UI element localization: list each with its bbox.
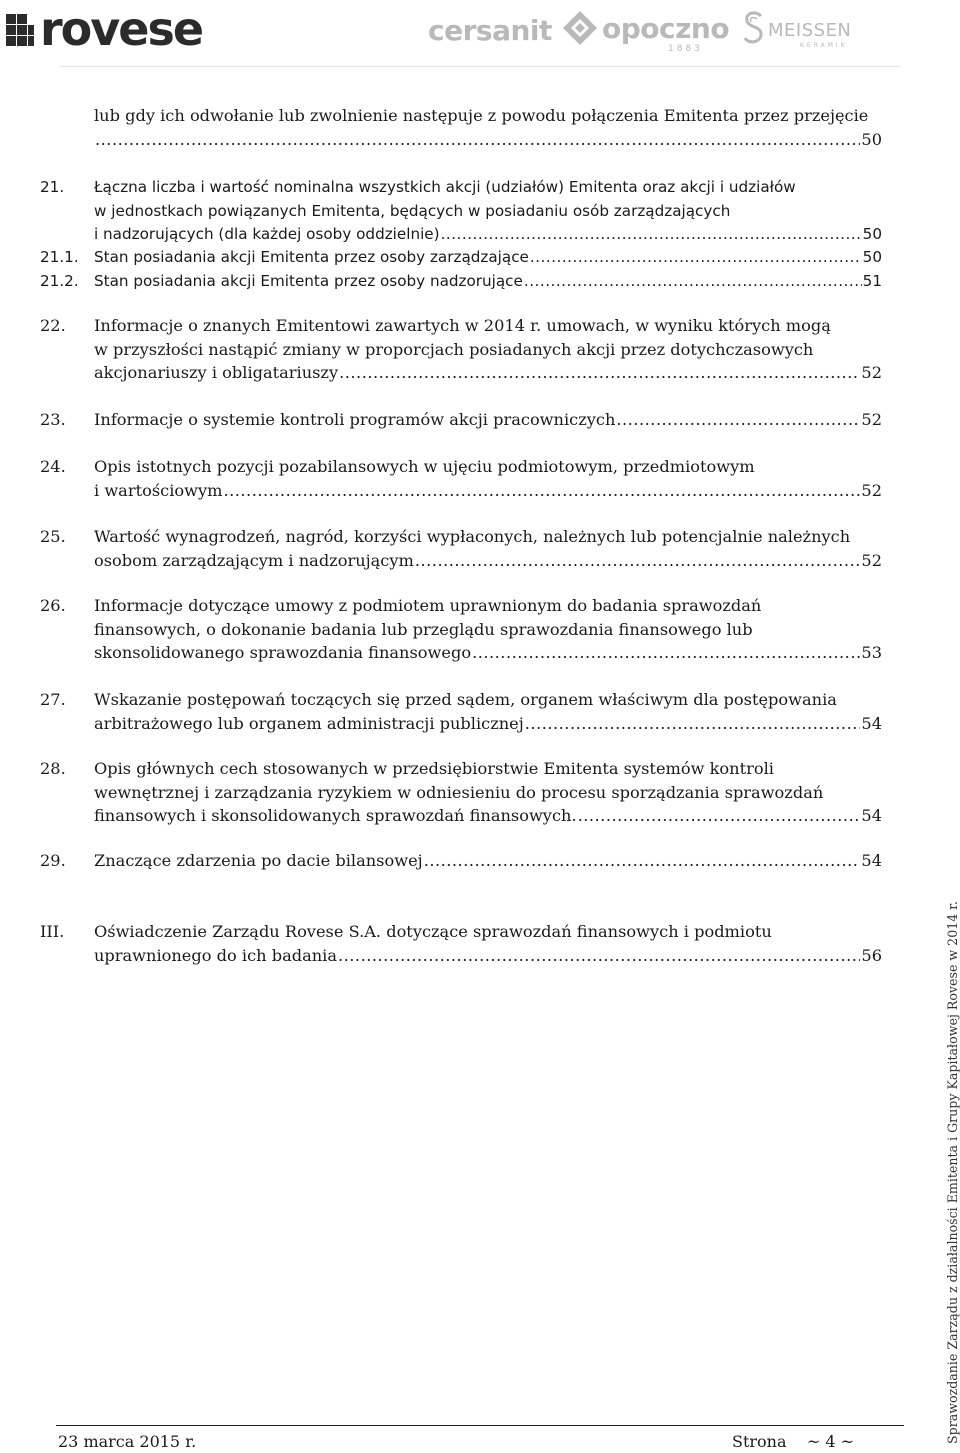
toc-leader-dots — [339, 361, 860, 385]
toc-entry-25[interactable] — [40, 525, 882, 572]
toc-leader-dots — [524, 270, 862, 294]
toc-leader-dots — [441, 223, 862, 247]
toc-leader-dots — [338, 944, 860, 968]
toc-entry-number: 21.2. — [40, 272, 79, 290]
toc-page-number: 50 — [862, 248, 882, 266]
header-divider — [60, 66, 900, 67]
toc-entry-last-line — [94, 246, 882, 270]
toc-entry-last-line — [94, 479, 882, 503]
toc-entry-line: Opis istotnych pozycji pozabilansowych w ujęciu podmiotowym, przedmiotowym — [94, 457, 755, 476]
toc-page-number: 52 — [861, 480, 882, 500]
toc-leader-dots — [578, 804, 861, 828]
toc-entry-22[interactable] — [40, 314, 882, 385]
toc-leader-dots — [95, 128, 860, 152]
toc-entry-text: Znaczące zdarzenia po dacie bilansowej — [94, 851, 423, 870]
toc-entry-text: i wartościowym — [94, 480, 223, 500]
toc-leader-dots — [525, 712, 861, 736]
toc-entry-21-2[interactable] — [40, 270, 882, 294]
meissen-s-icon — [742, 10, 766, 46]
footer-date: 23 marca 2015 r. — [58, 1432, 197, 1451]
toc-entry-line: w jednostkach powiązanych Emitenta, będących w posiadaniu osób zarządzających — [94, 201, 731, 220]
toc-entry-line: Oświadczenie Zarządu Rovese S.A. dotyczące sprawozdań finansowych i podmiotu — [94, 922, 772, 941]
toc-entry-text: i nadzorujących (dla każdej osoby oddzielnie) — [94, 225, 440, 243]
rovese-logo — [6, 2, 203, 56]
opoczno-logo: opoczno — [602, 12, 730, 45]
toc-page-number: 52 — [861, 410, 882, 429]
toc-entry-number: 29. — [40, 851, 66, 870]
toc-entry-text: Stan posiadania akcji Emitenta przez osoby zarządzające — [94, 248, 529, 266]
toc-entry-23[interactable] — [40, 408, 882, 432]
footer-page-number: Strona ~ 4 ~ — [732, 1432, 855, 1451]
toc-page-number: 56 — [861, 945, 882, 965]
rovese-logo-mark-icon — [6, 14, 34, 44]
toc-entry-29[interactable] — [40, 849, 882, 873]
toc-entry-text: arbitrażowego lub organem administracji publicznej — [94, 713, 524, 733]
toc-leader-dots — [223, 479, 860, 503]
toc-leader-dots — [530, 246, 862, 270]
meissen-logo: MEISSEN — [768, 20, 852, 41]
toc-entry-line: wewnętrznej i zarządzania ryzykiem w odniesieniu do procesu sporządzania sprawozdań — [94, 782, 824, 802]
toc-entry-number: 23. — [40, 410, 66, 429]
toc-entry-number: 26. — [40, 596, 66, 615]
toc-entry-text: Stan posiadania akcji Emitenta przez osoby nadzorujące — [94, 272, 523, 290]
toc-entry-text: skonsolidowanego sprawozdania finansowego — [94, 643, 472, 662]
side-report-title: Sprawozdanie Zarządu z działalności Emitenta i Grupy Kapitałowej Rovese w 2014 r. — [945, 901, 960, 1444]
toc-entry-line: finansowych, o dokonanie badania lub przeglądu sprawozdania finansowego lub — [94, 619, 753, 639]
toc-page-number: 50 — [861, 129, 882, 149]
toc-entry-text: finansowych i skonsolidowanych sprawozdań finansowych. — [94, 806, 577, 825]
toc-entry-text: Informacje o systemie kontroli programów akcji pracowniczych — [94, 410, 616, 429]
toc-entry-number: 22. — [40, 316, 66, 335]
meissen-logo-subtitle: KERAMIK — [800, 42, 848, 49]
footer-divider — [56, 1425, 904, 1426]
toc-entry-line: Informacje o znanych Emitentowi zawartych w 2014 r. umowach, w wyniku których mogą — [94, 316, 831, 335]
toc-entry-27[interactable] — [40, 688, 882, 735]
toc-page-number: 54 — [861, 806, 882, 825]
toc-entry-last-line — [94, 641, 882, 665]
toc-entry-last-line — [94, 549, 882, 573]
toc-page-number: 53 — [861, 643, 882, 662]
toc-entry-text: akcjonariuszy i obligatariuszy — [94, 363, 339, 382]
toc-entry-line: lub gdy ich odwołanie lub zwolnienie następuje z powodu połączenia Emitenta przez przejęcie — [94, 106, 869, 125]
toc-entry-last-line — [94, 270, 882, 294]
toc-entry-line: Łączna liczba i wartość nominalna wszystkich akcji (udziałów) Emitenta oraz akcji i udziałów — [94, 178, 796, 196]
toc-entry-line: Informacje dotyczące umowy z podmiotem uprawnionym do badania sprawozdań — [94, 596, 762, 615]
toc-entry-last-line — [94, 361, 882, 385]
toc-page-number: 50 — [862, 225, 882, 243]
toc-page-number: 52 — [861, 363, 882, 382]
toc-entry-last-line — [94, 223, 882, 247]
toc-page-number: 51 — [862, 272, 882, 290]
toc-entry-last-line — [94, 849, 882, 873]
cersanit-logo: cersanit — [428, 14, 552, 47]
toc-entry-number: III. — [40, 922, 65, 941]
toc-entry-number: 28. — [40, 759, 66, 778]
toc-entry-line: w przyszłości nastąpić zmiany w proporcjach posiadanych akcji przez dotychczasowych — [94, 339, 814, 359]
toc-entry-line: Opis głównych cech stosowanych w przedsiębiorstwie Emitenta systemów kontroli — [94, 759, 774, 778]
toc-entry-last-line — [94, 804, 882, 828]
toc-page-number: 54 — [861, 713, 882, 733]
toc-entry-last-line — [94, 712, 882, 736]
toc-entry-last-line — [94, 944, 882, 968]
toc-entry-III[interactable] — [40, 920, 882, 967]
toc-entry-21-1[interactable] — [40, 246, 882, 270]
toc-entry-text: uprawnionego do ich badania — [94, 945, 337, 965]
toc-leader-dots — [472, 641, 860, 665]
toc-entry-last-line — [94, 408, 882, 432]
toc-entry-line: Wskazanie postępowań toczących się przed sądem, organem właściwym dla postępowania — [94, 690, 837, 709]
toc-entry-number: 25. — [40, 527, 66, 546]
toc-page-number: 54 — [861, 851, 882, 870]
rovese-logo-text: rovese — [40, 2, 203, 56]
toc-entry-continuation[interactable] — [40, 104, 882, 151]
toc-entry-number: 21.1. — [40, 248, 79, 266]
toc-entry-24[interactable] — [40, 455, 882, 502]
toc-page-number: 52 — [861, 550, 882, 570]
opoczno-logo-year: 1883 — [668, 44, 703, 54]
toc-entry-26[interactable] — [40, 594, 882, 665]
toc-leader-dots — [415, 549, 861, 573]
toc-entry-number: 24. — [40, 457, 66, 476]
toc-leader-dots — [616, 408, 860, 432]
toc-leader-dots — [424, 849, 861, 873]
toc-entry-line: Wartość wynagrodzeń, nagród, korzyści wypłaconych, należnych lub potencjalnie należnych — [94, 527, 851, 546]
toc-entry-28[interactable] — [40, 757, 882, 828]
toc-entry-last-line — [94, 128, 882, 152]
toc-entry-21[interactable] — [40, 176, 882, 247]
toc-entry-text: osobom zarządzającym i nadzorującym — [94, 550, 414, 570]
opoczno-diamond-icon — [562, 10, 598, 46]
toc-entry-number: 27. — [40, 690, 66, 709]
toc-entry-number: 21. — [40, 178, 65, 196]
